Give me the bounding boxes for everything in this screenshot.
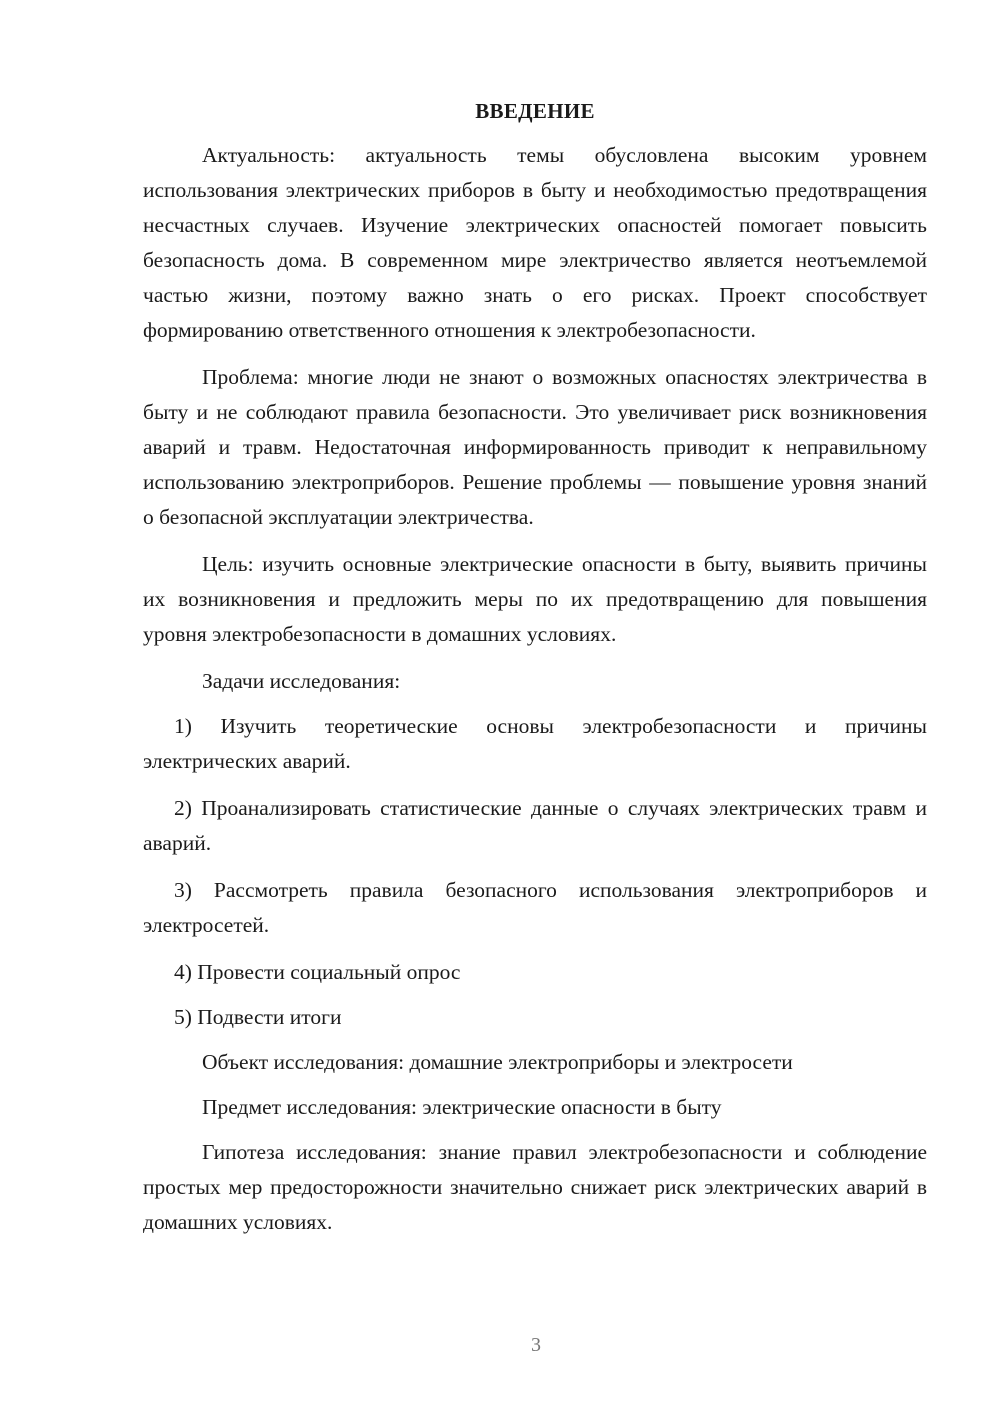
page-content: [143, 96, 927, 1252]
section-heading: ВВЕДЕНИЕ: [475, 99, 595, 123]
task-item-4: 4) Провести социальный опрос: [174, 960, 461, 984]
task-item-1: 1) Изучить теоретические основы электробезопасности и причины электрических аварий.: [143, 714, 927, 773]
paragraph-relevance: Актуальность: актуальность темы обусловлена высоким уровнем использования электрических приборов в быту и необходимостью предотвращения несчастных случаев. Изучение электрических опасностей помогает повысить безопасность дома. В современном мире электричество является неотъемлемой частью жизни, поэтому важно знать о его рисках. Проект способствует формированию ответственного отношения к электробезопасности.: [143, 143, 927, 342]
task-item-2: 2) Проанализировать статистические данные о случаях электрических травм и аварий.: [143, 796, 927, 855]
page-number: 3: [531, 1334, 541, 1356]
tasks-heading: Задачи исследования:: [202, 669, 401, 693]
paragraph-problem: Проблема: многие люди не знают о возможных опасностях электричества в быту и не соблюдают правила безопасности. Это увеличивает риск возникновения аварий и травм. Недостаточная информированность приводит к неправильному использованию электроприборов. Решение проблемы — повышение уровня знаний о безопасной эксплуатации электричества.: [143, 365, 927, 529]
task-item-3: 3) Рассмотреть правила безопасного использования электроприборов и электросетей.: [143, 878, 927, 937]
paragraph-hypothesis: Гипотеза исследования: знание правил электробезопасности и соблюдение простых мер предосторожности значительно снижает риск электрических аварий в домашних условиях.: [143, 1140, 927, 1234]
paragraph-goal: Цель: изучить основные электрические опасности в быту, выявить причины их возникновения и предложить меры по их предотвращению для повышения уровня электробезопасности в домашних условиях.: [143, 552, 927, 646]
task-item-5: 5) Подвести итоги: [174, 1005, 342, 1029]
paragraph-object: Объект исследования: домашние электроприборы и электросети: [202, 1050, 793, 1074]
paragraph-subject: Предмет исследования: электрические опасности в быту: [202, 1095, 722, 1119]
